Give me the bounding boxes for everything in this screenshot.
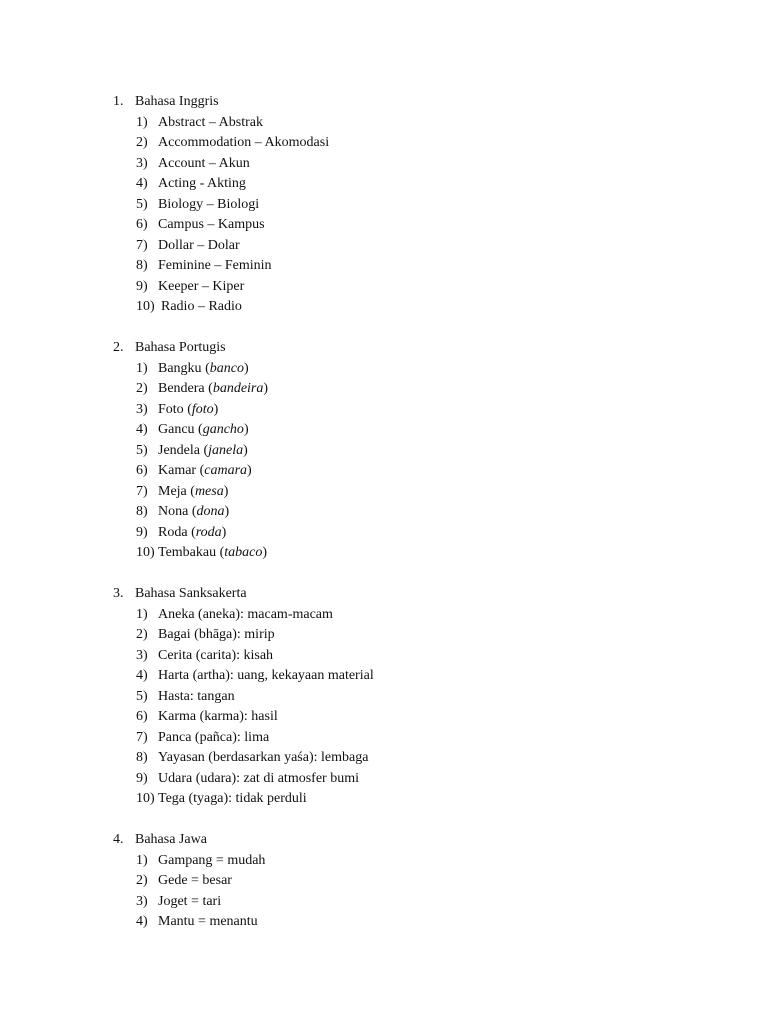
item-word: Nona	[158, 504, 189, 519]
list-item	[0, 687, 768, 708]
list-item	[0, 133, 768, 154]
item-origin: janela	[208, 442, 244, 458]
item-text: Gancu (gancho)	[158, 422, 249, 437]
list-item	[0, 707, 768, 728]
item-word: Bendera	[158, 381, 205, 396]
item-number: 3)	[136, 893, 148, 909]
item-number: 8)	[136, 750, 148, 765]
section-heading	[0, 92, 768, 113]
item-number: 4)	[136, 422, 148, 437]
item-text: Kamar (camara)	[158, 463, 252, 478]
section-heading	[0, 584, 768, 605]
item-text: Accommodation – Akomodasi	[158, 135, 330, 150]
item-text: Aneka (aneka): macam-macam	[158, 606, 333, 622]
item-number: 10)	[136, 299, 155, 314]
item-origin: camara	[204, 463, 248, 478]
item-text: Jendela (janela)	[158, 442, 248, 458]
item-number: 10)	[136, 791, 155, 806]
item-number: 5)	[136, 196, 148, 212]
item-text: Tega (tyaga): tidak perduli	[158, 791, 307, 806]
list-item	[0, 420, 768, 441]
item-origin: dona	[196, 504, 225, 519]
item-origin: gancho	[202, 422, 244, 437]
item-number: 10)	[136, 545, 155, 560]
section-title: Bahasa Portugis	[135, 340, 226, 355]
list-item	[0, 400, 768, 421]
item-text: Roda (roda)	[158, 524, 227, 540]
item-text: Campus – Kampus	[158, 217, 265, 232]
item-number: 2)	[136, 627, 148, 642]
item-text: Gede = besar	[158, 873, 232, 888]
item-number: 9)	[136, 524, 148, 540]
item-number: 6)	[136, 217, 148, 232]
item-number: 1)	[136, 114, 148, 130]
item-text: Panca (pañca): lima	[158, 729, 270, 745]
list-item	[0, 789, 768, 810]
item-word: Meja	[158, 483, 187, 499]
item-text: Bangku (banco)	[158, 360, 249, 376]
list-item	[0, 379, 768, 400]
list-item	[0, 174, 768, 195]
list-item	[0, 625, 768, 646]
item-number: 7)	[136, 483, 148, 499]
item-word: Roda	[158, 524, 188, 540]
item-text: Tembakau (tabaco)	[158, 545, 268, 560]
item-number: 5)	[136, 688, 148, 704]
list-item	[0, 482, 768, 503]
item-number: 3)	[136, 647, 148, 663]
item-word: Bangku	[158, 360, 202, 376]
item-number: 2)	[136, 135, 148, 150]
item-text: Meja (mesa)	[158, 483, 229, 499]
list-item	[0, 748, 768, 769]
section-bahasa-sanksakerta	[0, 584, 768, 810]
section-title: Bahasa Sanksakerta	[135, 586, 247, 601]
item-text: Karma (karma): hasil	[158, 709, 278, 724]
item-origin: mesa	[194, 483, 224, 499]
item-origin: tabaco	[224, 545, 263, 560]
section-bahasa-inggris	[0, 92, 768, 318]
list-item	[0, 461, 768, 482]
item-number: 7)	[136, 729, 148, 745]
section-number: 3.	[113, 586, 124, 601]
item-word: Tembakau	[158, 545, 217, 560]
section-bahasa-jawa	[0, 830, 768, 933]
item-text: Account – Akun	[158, 155, 250, 171]
item-text: Bendera (bandeira)	[158, 381, 269, 396]
item-number: 9)	[136, 770, 148, 786]
document-body	[0, 92, 768, 953]
item-origin: roda	[195, 524, 222, 540]
item-word: Foto	[158, 401, 184, 417]
list-item	[0, 728, 768, 749]
item-text: Feminine – Feminin	[158, 258, 272, 273]
list-item	[0, 113, 768, 134]
item-number: 6)	[136, 709, 148, 724]
item-text: Bagai (bhāga): mirip	[158, 627, 275, 642]
list-item	[0, 666, 768, 687]
item-text: Radio – Radio	[161, 299, 242, 314]
item-text: Harta (artha): uang, kekayaan material	[158, 668, 374, 683]
item-number: 2)	[136, 381, 148, 396]
item-number: 8)	[136, 504, 148, 519]
section-title: Bahasa Jawa	[135, 832, 207, 847]
list-item	[0, 871, 768, 892]
item-text: Hasta: tangan	[158, 688, 235, 704]
item-number: 4)	[136, 668, 148, 683]
item-number: 7)	[136, 237, 148, 253]
item-number: 2)	[136, 873, 148, 888]
list-item	[0, 256, 768, 277]
item-word: Jendela	[158, 442, 200, 458]
item-origin: bandeira	[212, 381, 264, 396]
list-item	[0, 154, 768, 175]
item-word: Kamar	[158, 463, 197, 478]
item-text: Mantu = menantu	[158, 914, 258, 929]
item-number: 1)	[136, 606, 148, 622]
item-text: Keeper – Kiper	[158, 278, 245, 294]
item-origin: banco	[209, 360, 244, 376]
list-item	[0, 851, 768, 872]
item-number: 5)	[136, 442, 148, 458]
item-text: Biology – Biologi	[158, 196, 260, 212]
item-text: Cerita (carita): kisah	[158, 647, 274, 663]
item-number: 4)	[136, 176, 148, 191]
list-item	[0, 359, 768, 380]
list-item	[0, 215, 768, 236]
list-item	[0, 297, 768, 318]
list-item	[0, 912, 768, 933]
section-bahasa-portugis	[0, 338, 768, 564]
section-title: Bahasa Inggris	[135, 94, 219, 109]
item-number: 3)	[136, 155, 148, 171]
item-text: Abstract – Abstrak	[158, 114, 263, 130]
item-number: 3)	[136, 401, 148, 417]
section-heading	[0, 830, 768, 851]
list-item	[0, 523, 768, 544]
list-item	[0, 236, 768, 257]
item-number: 1)	[136, 360, 148, 376]
section-heading	[0, 338, 768, 359]
list-item	[0, 543, 768, 564]
item-text: Udara (udara): zat di atmosfer bumi	[158, 770, 359, 786]
section-number: 1.	[113, 94, 124, 109]
item-text: Yayasan (berdasarkan yaśa): lembaga	[158, 750, 369, 765]
item-number: 6)	[136, 463, 148, 478]
item-origin: foto	[191, 401, 214, 417]
list-item	[0, 277, 768, 298]
list-item	[0, 892, 768, 913]
item-text: Acting - Akting	[158, 176, 246, 191]
list-item	[0, 646, 768, 667]
list-item	[0, 502, 768, 523]
section-number: 2.	[113, 340, 124, 355]
item-text: Foto (foto)	[158, 401, 219, 417]
list-item	[0, 769, 768, 790]
item-number: 8)	[136, 258, 148, 273]
item-text: Nona (dona)	[158, 504, 230, 519]
section-number: 4.	[113, 832, 124, 847]
item-text: Joget = tari	[158, 893, 222, 909]
item-number: 9)	[136, 278, 148, 294]
item-text: Dollar – Dolar	[158, 237, 240, 253]
item-number: 1)	[136, 852, 148, 868]
list-item	[0, 605, 768, 626]
item-text: Gampang = mudah	[158, 852, 266, 868]
item-word: Gancu	[158, 422, 195, 437]
list-item	[0, 195, 768, 216]
item-number: 4)	[136, 914, 148, 929]
list-item	[0, 441, 768, 462]
